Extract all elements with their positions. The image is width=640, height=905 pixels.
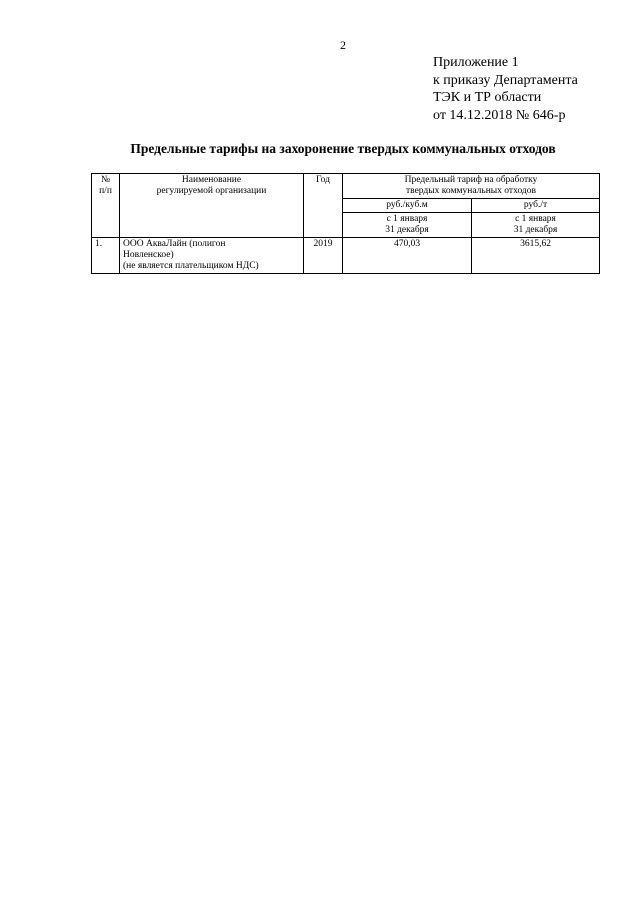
table-row (92, 238, 600, 274)
row-value-t: 3615,62 (472, 238, 600, 274)
row-year: 2019 (304, 238, 343, 274)
header-year: Год (304, 174, 343, 238)
row-number: 1. (92, 238, 120, 274)
appendix-line-1: Приложение 1 (433, 55, 519, 70)
header-unit-m3: руб./куб.м (343, 199, 472, 213)
header-unit-t: руб./т (472, 199, 600, 213)
document-title: Предельные тарифы на захоронение твердых коммунальных отходов (130, 141, 556, 156)
appendix-line-3: ТЭК и ТР области (433, 90, 542, 105)
appendix-line-2: к приказу Департамента (433, 72, 578, 88)
row-value-m3: 470,03 (343, 238, 472, 274)
header-period-m3: с 1 января 31 декабря (343, 213, 472, 238)
appendix-header (433, 54, 578, 124)
row-organization: ООО АкваЛайн (полигон Новленское) (не является плательщиком НДС) (120, 238, 304, 274)
header-number: № п/п (92, 174, 120, 238)
tariff-table (91, 173, 600, 274)
header-tariff: Предельный тариф на обработку твердых коммунальных отходов (343, 174, 600, 199)
appendix-line-4: от 14.12.2018 № 646-р (433, 107, 566, 123)
table-header-row (92, 174, 600, 199)
page-number: 2 (340, 38, 346, 52)
header-organization: Наименование регулируемой организации (120, 174, 304, 238)
header-period-t: с 1 января 31 декабря (472, 213, 600, 238)
